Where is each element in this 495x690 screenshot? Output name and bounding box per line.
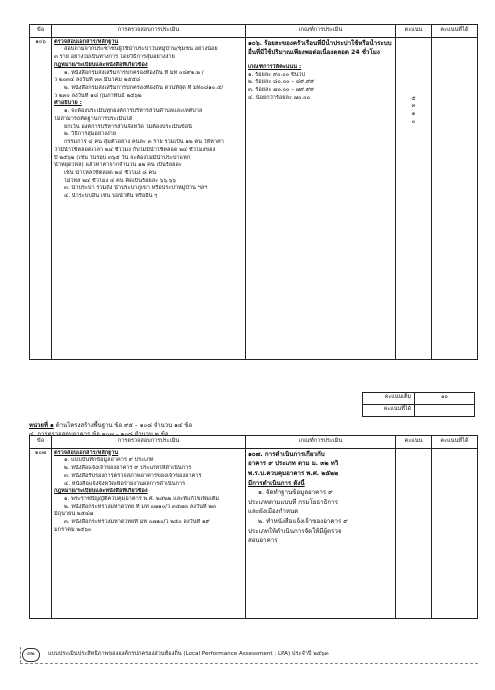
criteria-cell xyxy=(52,37,246,359)
evidence-heading: ตรวจสอบเอกสาร/หลักฐาน xyxy=(54,38,119,45)
page-footer xyxy=(22,646,477,664)
criteria-line: ๒. หนังสือกรมส่งเสริมการปกครองท้องถิ่น ด่วนที่สุด ที่ มท๐๘๑๐.๕/ xyxy=(64,85,224,92)
criteria-line: ๒. หนังสือแจ้งเจ้าของอาคาร ๙ ประเภทให้ดำเนินการ xyxy=(64,465,192,472)
criteria-line: ๓. หนังสือรับรองการตรวจสภาพอาคารของเจ้าของอาคาร xyxy=(64,472,202,479)
full-score-value: ๑๐ xyxy=(415,393,475,405)
scoring-row: ๑. ร้อยละ ๙๐.๐๐ ขึ้นไป xyxy=(248,71,305,78)
header-criteria: การตรวจสอบการประเมิน xyxy=(52,436,246,449)
criteria-line: ๔. หนังสือแจ้งจังหวัดเพื่อรายงานผลการดำเนินการ xyxy=(64,480,186,487)
header-got: คะแนนที่ได้ xyxy=(432,436,478,449)
criteria-line: เช่น น้ำไหลใช้ตลอด ๒๔ ชั่วโมง ๘ คน xyxy=(64,169,157,176)
page-number: ๓๒ xyxy=(27,651,35,658)
criteria-cell xyxy=(52,448,246,618)
evaluation-line: ๑. จัดทำฐานข้อมูลอาคาร ๙ xyxy=(258,489,333,497)
criteria-line: ไม่ไหล ๒๔ ชั่วโมง ๔ คน คิดเป็นร้อยละ ๖๖.๖๖ xyxy=(64,177,176,184)
criteria-line: ๔. น้ำระบบอื่น เช่น บ่อน้ำตื้น หรืออื่น ๆ xyxy=(64,193,158,200)
unit-prefix: หน่วยที่ ๑ xyxy=(29,422,54,429)
evaluation-line: ๒. ทำหนังสือแจ้งเจ้าของอาคาร ๙ xyxy=(258,517,348,525)
evaluation-line: พ.ร.บ.ควบคุมอาคาร พ.ศ. ๒๕๒๒ xyxy=(248,469,339,477)
page-number-badge xyxy=(22,648,40,662)
header-eval: เกณฑ์การประเมิน xyxy=(246,436,396,449)
criteria-line: ๒. หนังสือกระทรวงมหาดไทย ที่ มท ๐๗๑๐/ว ๓๕๗๓ ลงวันที่ ๒๓ xyxy=(64,503,216,510)
criteria-line: น้ำหยุดไหล) แล้วหาค่าจากจำนวน ๑๒ คน เป็นร้อยละ xyxy=(54,162,182,169)
criteria-line: ๓. น้ำประปา รวมถึง น้ำประปาภูเขา หรือประปาหมู่บ้าน ฯลฯ xyxy=(64,185,208,192)
full-score-label: คะแนนเต็ม xyxy=(363,393,415,405)
criteria-table-item-106 xyxy=(29,24,478,360)
action-heading: มีการดำเนินการ ดังนี้ xyxy=(248,479,305,487)
criteria-table-item-107 xyxy=(29,435,478,619)
score-value: ๕ xyxy=(411,95,416,102)
criteria-line: ไม่สามารถตัดฐานการประเมินได้ xyxy=(54,115,133,122)
footer-title: แบบประเมินประสิทธิภาพขององค์กรปกครองส่วนท้องถิ่น (Local Performance Assessment : LPA) ประจำปี ๒๕๖๓ xyxy=(48,651,329,658)
item-number: ๑๐๗ xyxy=(30,448,52,618)
criteria-line: ๑. หนังสือกรมส่งเสริมการปกครองท้องถิ่น ที่ มท ๐๘๙๑.๒ / xyxy=(64,69,204,76)
footer-divider xyxy=(20,663,478,664)
criteria-line: ๑. พระราชบัญญัติควบคุมอาคาร พ.ศ. ๒๕๒๒ และที่แก้ไขเพิ่มเติม xyxy=(64,496,220,503)
criteria-line: ๓ ราย อย่างไม่เป็นทางการ โดยวิธีการสุ่มอย่างง่าย xyxy=(54,54,175,61)
criteria-line: ๑. จะต้องประเมินทุกองค์การบริหารส่วนตำบลและเทศบาล xyxy=(64,108,203,115)
score-cell xyxy=(396,37,432,359)
table-header-row xyxy=(30,25,478,38)
explanation-heading: คำอธิบาย : xyxy=(54,100,82,107)
evaluation-cell xyxy=(246,37,396,359)
criteria-line: มกราคม ๒๕๖๐ xyxy=(54,526,92,533)
criteria-line: ๓. หนังสือกระทรวงมหาดไทยที่ มท ๐๗๑๐/ว ๒๕๐ ลงวันที่ ๑๙ xyxy=(64,519,210,526)
table-row xyxy=(30,37,478,359)
header-no: ข้อ xyxy=(30,436,52,449)
evaluation-line: อาคาร ๙ ประเภท ตาม ม. ๓๒ ทวิ xyxy=(248,460,339,468)
evaluation-line: ประเภทให้ดำเนินการจัดให้มีผู้ตรวจ xyxy=(248,527,342,535)
law-heading: กฎหมาย/ระเบียบและหนังสือที่เกี่ยวข้อง xyxy=(54,488,148,495)
got-score-value[interactable] xyxy=(415,405,475,417)
criteria-line: สอบถามจากประชาชนผู้ใช้น้ำประปาในหมู่บ้าน/ชุมชน อย่างน้อย xyxy=(64,46,218,53)
score-got-cell xyxy=(432,448,478,618)
scoring-row: ๒. ร้อยละ ๘๐.๐๐ – ๘๙.๙๙ xyxy=(248,79,315,86)
scoring-row: ๔. น้อยกว่าร้อยละ ๗๐.๐๐ xyxy=(248,94,310,101)
criteria-line: ว ๒๐๓๔ ลงวันที่ ๓๓ มีนาคม ๒๕๕๘ xyxy=(54,77,141,84)
evaluation-line: ๑๐๗. การดำเนินการเกี่ยวกับ xyxy=(248,450,325,458)
evaluation-line: สอบอาคาร xyxy=(248,537,278,545)
criteria-line: ปี ๒๕๖๒ (เช่น ในรอบ ๓๖๕ วัน จะต้องไม่มีน้ำประปาแหก xyxy=(54,154,191,161)
score-got-cell xyxy=(432,37,478,359)
criteria-line: ยกเว้น องค์การบริหารส่วนจังหวัด ไม่ต้องประเมินข้อนี้ xyxy=(64,123,192,130)
sub-heading: ๔. การตรวจสอบอาคาร ข้อ ๑๐๗ – ๑๐๘ จำนวน ๒ ข้อ xyxy=(29,431,169,438)
criteria-line: ๒. วิธีการสุ่มอย่างง่าย xyxy=(64,131,117,138)
criteria-line: ว่ามีน้ำใช้ตลอดเวลา ๒๔ ชั่วโมง กับไม่มีน้ำใช้ตลอด ๒๔ ชั่วโมงของ xyxy=(54,146,216,153)
law-heading: กฎหมาย/ระเบียบและหนังสือที่เกี่ยวข้อง xyxy=(54,61,148,68)
evaluation-line: ประเภทตามแบบที่ กรมโยธาธิการ xyxy=(248,498,338,506)
score-cell xyxy=(396,448,432,618)
unit-heading xyxy=(29,422,192,430)
table-row xyxy=(30,448,478,618)
table-header-row xyxy=(30,436,478,449)
got-score-row xyxy=(363,405,475,417)
header-no: ข้อ xyxy=(30,25,52,38)
score-summary-table xyxy=(362,392,475,417)
evidence-heading: ตรวจสอบเอกสาร/หลักฐาน xyxy=(54,449,119,456)
unit-rest: ด้านโครงสร้างพื้นฐาน ข้อ ๙๕ – ๑๐๘ จำนวน ๑๔ ข้อ xyxy=(53,422,193,429)
evaluation-cell xyxy=(246,448,396,618)
score-value: ๑ xyxy=(411,111,416,118)
header-score: คะแนน xyxy=(396,25,432,38)
criteria-line: ๑. แบบบันทึกข้อมูลอาคาร ๙ ประเภท xyxy=(64,457,154,464)
criteria-line: ว ๒๓๐ ลงวันที่ ๑๘ กุมภาพันธ์ ๒๕๖๒ xyxy=(54,92,142,99)
header-got: คะแนนที่ได้ xyxy=(432,25,478,38)
header-criteria: การตรวจสอบการประเมิน xyxy=(52,25,246,38)
evaluation-intro: ๑๐๖. ร้อยละของครัวเรือนที่มีน้ำประปาใช้หรือน้ำระบบอื่นที่มีใช้ปริมาณเพียงพอต่อเนื่องตลอด 24 ชั่วโมง xyxy=(248,39,392,57)
got-score-label: คะแนนที่ได้ xyxy=(363,405,415,417)
header-score: คะแนน xyxy=(396,436,432,449)
criteria-line: กรรมการ ๔ คน สุ่มตัวอย่าง คนละ ๓ ราย รวมเป็น ๑๒ คน ให้หาค่า xyxy=(64,139,224,146)
score-value: ๓ xyxy=(411,103,416,110)
criteria-line: มิถุนายน ๒๕๔๗ xyxy=(54,511,94,518)
full-score-row xyxy=(363,393,475,405)
scoring-heading: เกณฑ์การให้คะแนน : xyxy=(248,63,302,70)
item-number: ๑๐๖ xyxy=(30,37,52,359)
header-eval: เกณฑ์การประเมิน xyxy=(246,25,396,38)
evaluation-line: และผังเมืองกำหนด xyxy=(248,508,299,516)
scoring-row: ๓. ร้อยละ ๗๐.๐๐ – ๗๙.๙๙ xyxy=(248,87,315,94)
score-value: ๐ xyxy=(411,118,416,125)
